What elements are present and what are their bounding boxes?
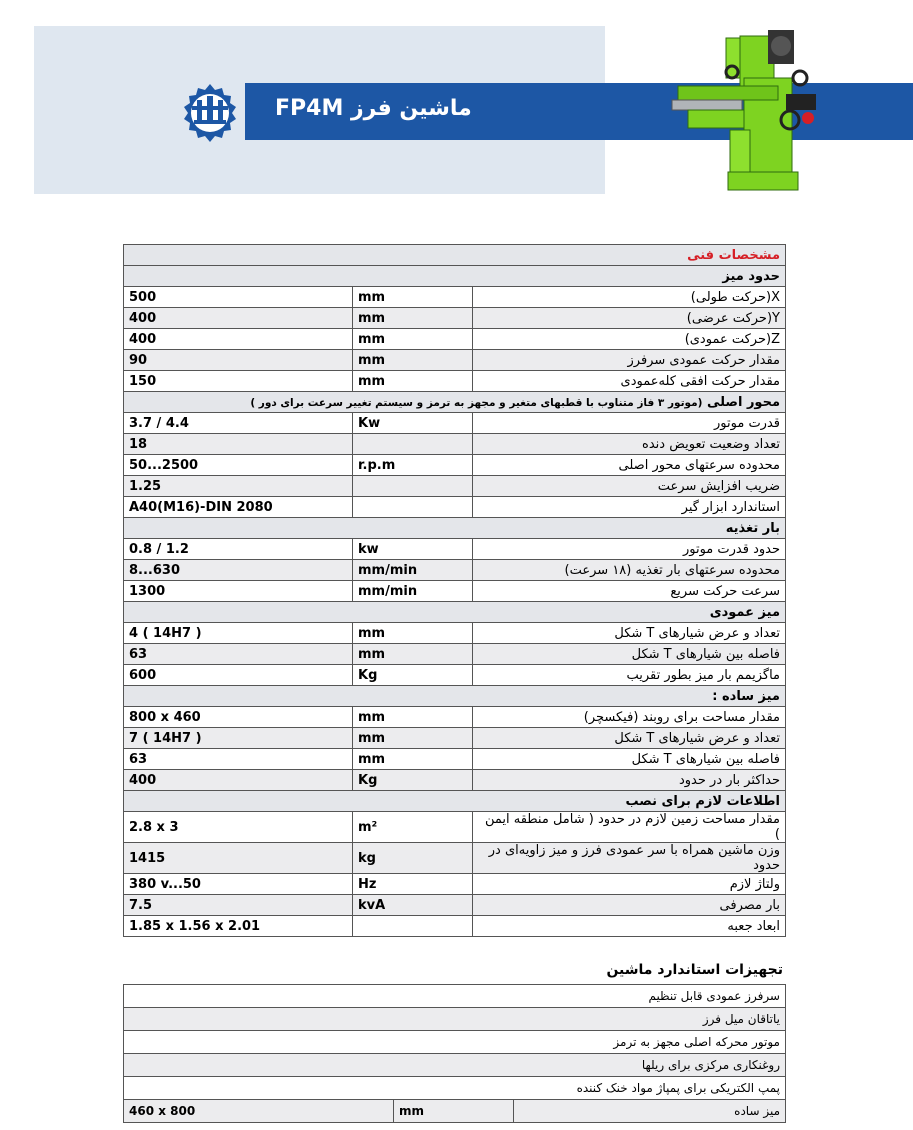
unit-cell: mm <box>353 287 473 308</box>
label-cell: محدوده سرعتهای محور اصلی <box>473 455 786 476</box>
section-heading: حدود میز <box>124 266 786 287</box>
unit-cell: mm/min <box>353 581 473 602</box>
value-cell: 380 v...50 <box>124 874 353 895</box>
label-cell: Y(حرکت عرضی) <box>473 308 786 329</box>
value-cell: 7.5 <box>124 895 353 916</box>
label-cell: حداکثر بار در حدود <box>473 770 786 791</box>
value-cell: 150 <box>124 371 353 392</box>
unit-cell: m² <box>353 812 473 843</box>
value-cell: 1.25 <box>124 476 353 497</box>
equipment-unit: mm <box>394 1100 514 1123</box>
unit-cell <box>353 497 473 518</box>
label-cell: فاصله بین شیارهای T شکل <box>473 644 786 665</box>
equipment-item: سرفرز عمودی قابل تنظیم <box>124 985 786 1008</box>
unit-cell: mm <box>353 749 473 770</box>
label-cell: مقدار حرکت عمودی سرفرز <box>473 350 786 371</box>
label-cell: قدرت موتور <box>473 413 786 434</box>
unit-cell: kw <box>353 539 473 560</box>
label-cell: تعداد وضعیت تعویض دنده <box>473 434 786 455</box>
unit-cell: r.p.m <box>353 455 473 476</box>
label-cell: ابعاد جعبه <box>473 916 786 937</box>
label-cell: ولتاژ لازم <box>473 874 786 895</box>
value-cell: 500 <box>124 287 353 308</box>
label-cell: مقدار مساحت زمین لازم در حدود ( شامل منطقه ایمن ) <box>473 812 786 843</box>
unit-cell: mm <box>353 371 473 392</box>
label-cell: بار مصرفی <box>473 895 786 916</box>
equipment-value: 460 x 800 <box>124 1100 394 1123</box>
equipment-item: میز ساده <box>514 1100 786 1123</box>
value-cell: 1415 <box>124 843 353 874</box>
page-title: FP4M ماشین فرز <box>275 96 472 121</box>
equipment-title: تجهیزات استاندارد ماشین <box>606 962 783 978</box>
value-cell: 3.7 / 4.4 <box>124 413 353 434</box>
value-cell: 63 <box>124 644 353 665</box>
value-cell: 7 ( 14H7 ) <box>124 728 353 749</box>
unit-cell: mm <box>353 308 473 329</box>
label-cell: تعداد و عرض شیارهای T شکل <box>473 623 786 644</box>
value-cell: A40(M16)-DIN 2080 <box>124 497 353 518</box>
unit-cell: mm/min <box>353 560 473 581</box>
unit-cell <box>353 434 473 455</box>
company-logo <box>178 82 242 142</box>
label-cell: مقدار حرکت افقی کله‌عمودی <box>473 371 786 392</box>
value-cell: 1.85 x 1.56 x 2.01 <box>124 916 353 937</box>
value-cell: 63 <box>124 749 353 770</box>
value-cell: 2.8 x 3 <box>124 812 353 843</box>
specifications-table <box>123 244 786 937</box>
section-heading: میز ساده : <box>124 686 786 707</box>
unit-cell: mm <box>353 644 473 665</box>
label-cell: ماگزیمم بار میز بطور تقریب <box>473 665 786 686</box>
unit-cell: mm <box>353 728 473 749</box>
value-cell: 600 <box>124 665 353 686</box>
section-heading: میز عمودی <box>124 602 786 623</box>
equipment-item: روغنکاری مرکزی برای ریلها <box>124 1054 786 1077</box>
section-heading: محور اصلی (موتور ۳ فاز متناوب با قطبهای متغیر و مجهز به ترمز و سیستم تغییر سرعت برای دور ) <box>124 392 786 413</box>
unit-cell <box>353 916 473 937</box>
value-cell: 400 <box>124 308 353 329</box>
label-cell: سرعت حرکت سریع <box>473 581 786 602</box>
label-cell: حدود قدرت موتور <box>473 539 786 560</box>
label-cell: مقدار مساحت برای روبند (فیکسچر) <box>473 707 786 728</box>
unit-cell: Hz <box>353 874 473 895</box>
section-heading: بار تغذیه <box>124 518 786 539</box>
value-cell: 400 <box>124 770 353 791</box>
value-cell: 0.8 / 1.2 <box>124 539 353 560</box>
spec-title: مشخصات فنی <box>124 245 786 266</box>
unit-cell: Kw <box>353 413 473 434</box>
value-cell: 90 <box>124 350 353 371</box>
value-cell: 18 <box>124 434 353 455</box>
value-cell: 4 ( 14H7 ) <box>124 623 353 644</box>
unit-cell: mm <box>353 707 473 728</box>
label-cell: فاصله بین شیارهای T شکل <box>473 749 786 770</box>
unit-cell: kvA <box>353 895 473 916</box>
label-cell: محدوده سرعتهای بار تغذیه (۱۸ سرعت) <box>473 560 786 581</box>
unit-cell: Kg <box>353 770 473 791</box>
label-cell: Z(حرکت عمودی) <box>473 329 786 350</box>
equipment-item: موتور محرکه اصلی مجهز به ترمز <box>124 1031 786 1054</box>
value-cell: 400 <box>124 329 353 350</box>
milling-machine-image <box>668 22 828 194</box>
label-cell: ضریب افزایش سرعت <box>473 476 786 497</box>
unit-cell: Kg <box>353 665 473 686</box>
unit-cell: mm <box>353 623 473 644</box>
label-cell: تعداد و عرض شیارهای T شکل <box>473 728 786 749</box>
label-cell: X(حرکت طولی) <box>473 287 786 308</box>
section-heading: اطلاعات لازم برای نصب <box>124 791 786 812</box>
unit-cell: mm <box>353 350 473 371</box>
label-cell: استاندارد ابزار گیر <box>473 497 786 518</box>
value-cell: 8...630 <box>124 560 353 581</box>
equipment-item: یاتاقان میل فرز <box>124 1008 786 1031</box>
equipment-table <box>123 984 786 1123</box>
unit-cell: mm <box>353 329 473 350</box>
value-cell: 1300 <box>124 581 353 602</box>
value-cell: 50...2500 <box>124 455 353 476</box>
unit-cell: kg <box>353 843 473 874</box>
unit-cell <box>353 476 473 497</box>
section-note: (موتور ۳ فاز متناوب با قطبهای متغیر و مجهز به ترمز و سیستم تغییر سرعت برای دور ) <box>250 396 703 409</box>
value-cell: 800 x 460 <box>124 707 353 728</box>
label-cell: وزن ماشین همراه با سر عمودی فرز و میز زاویه‌ای در حدود <box>473 843 786 874</box>
equipment-item: پمپ الکتریکی برای پمپاژ مواد خنک کننده <box>124 1077 786 1100</box>
